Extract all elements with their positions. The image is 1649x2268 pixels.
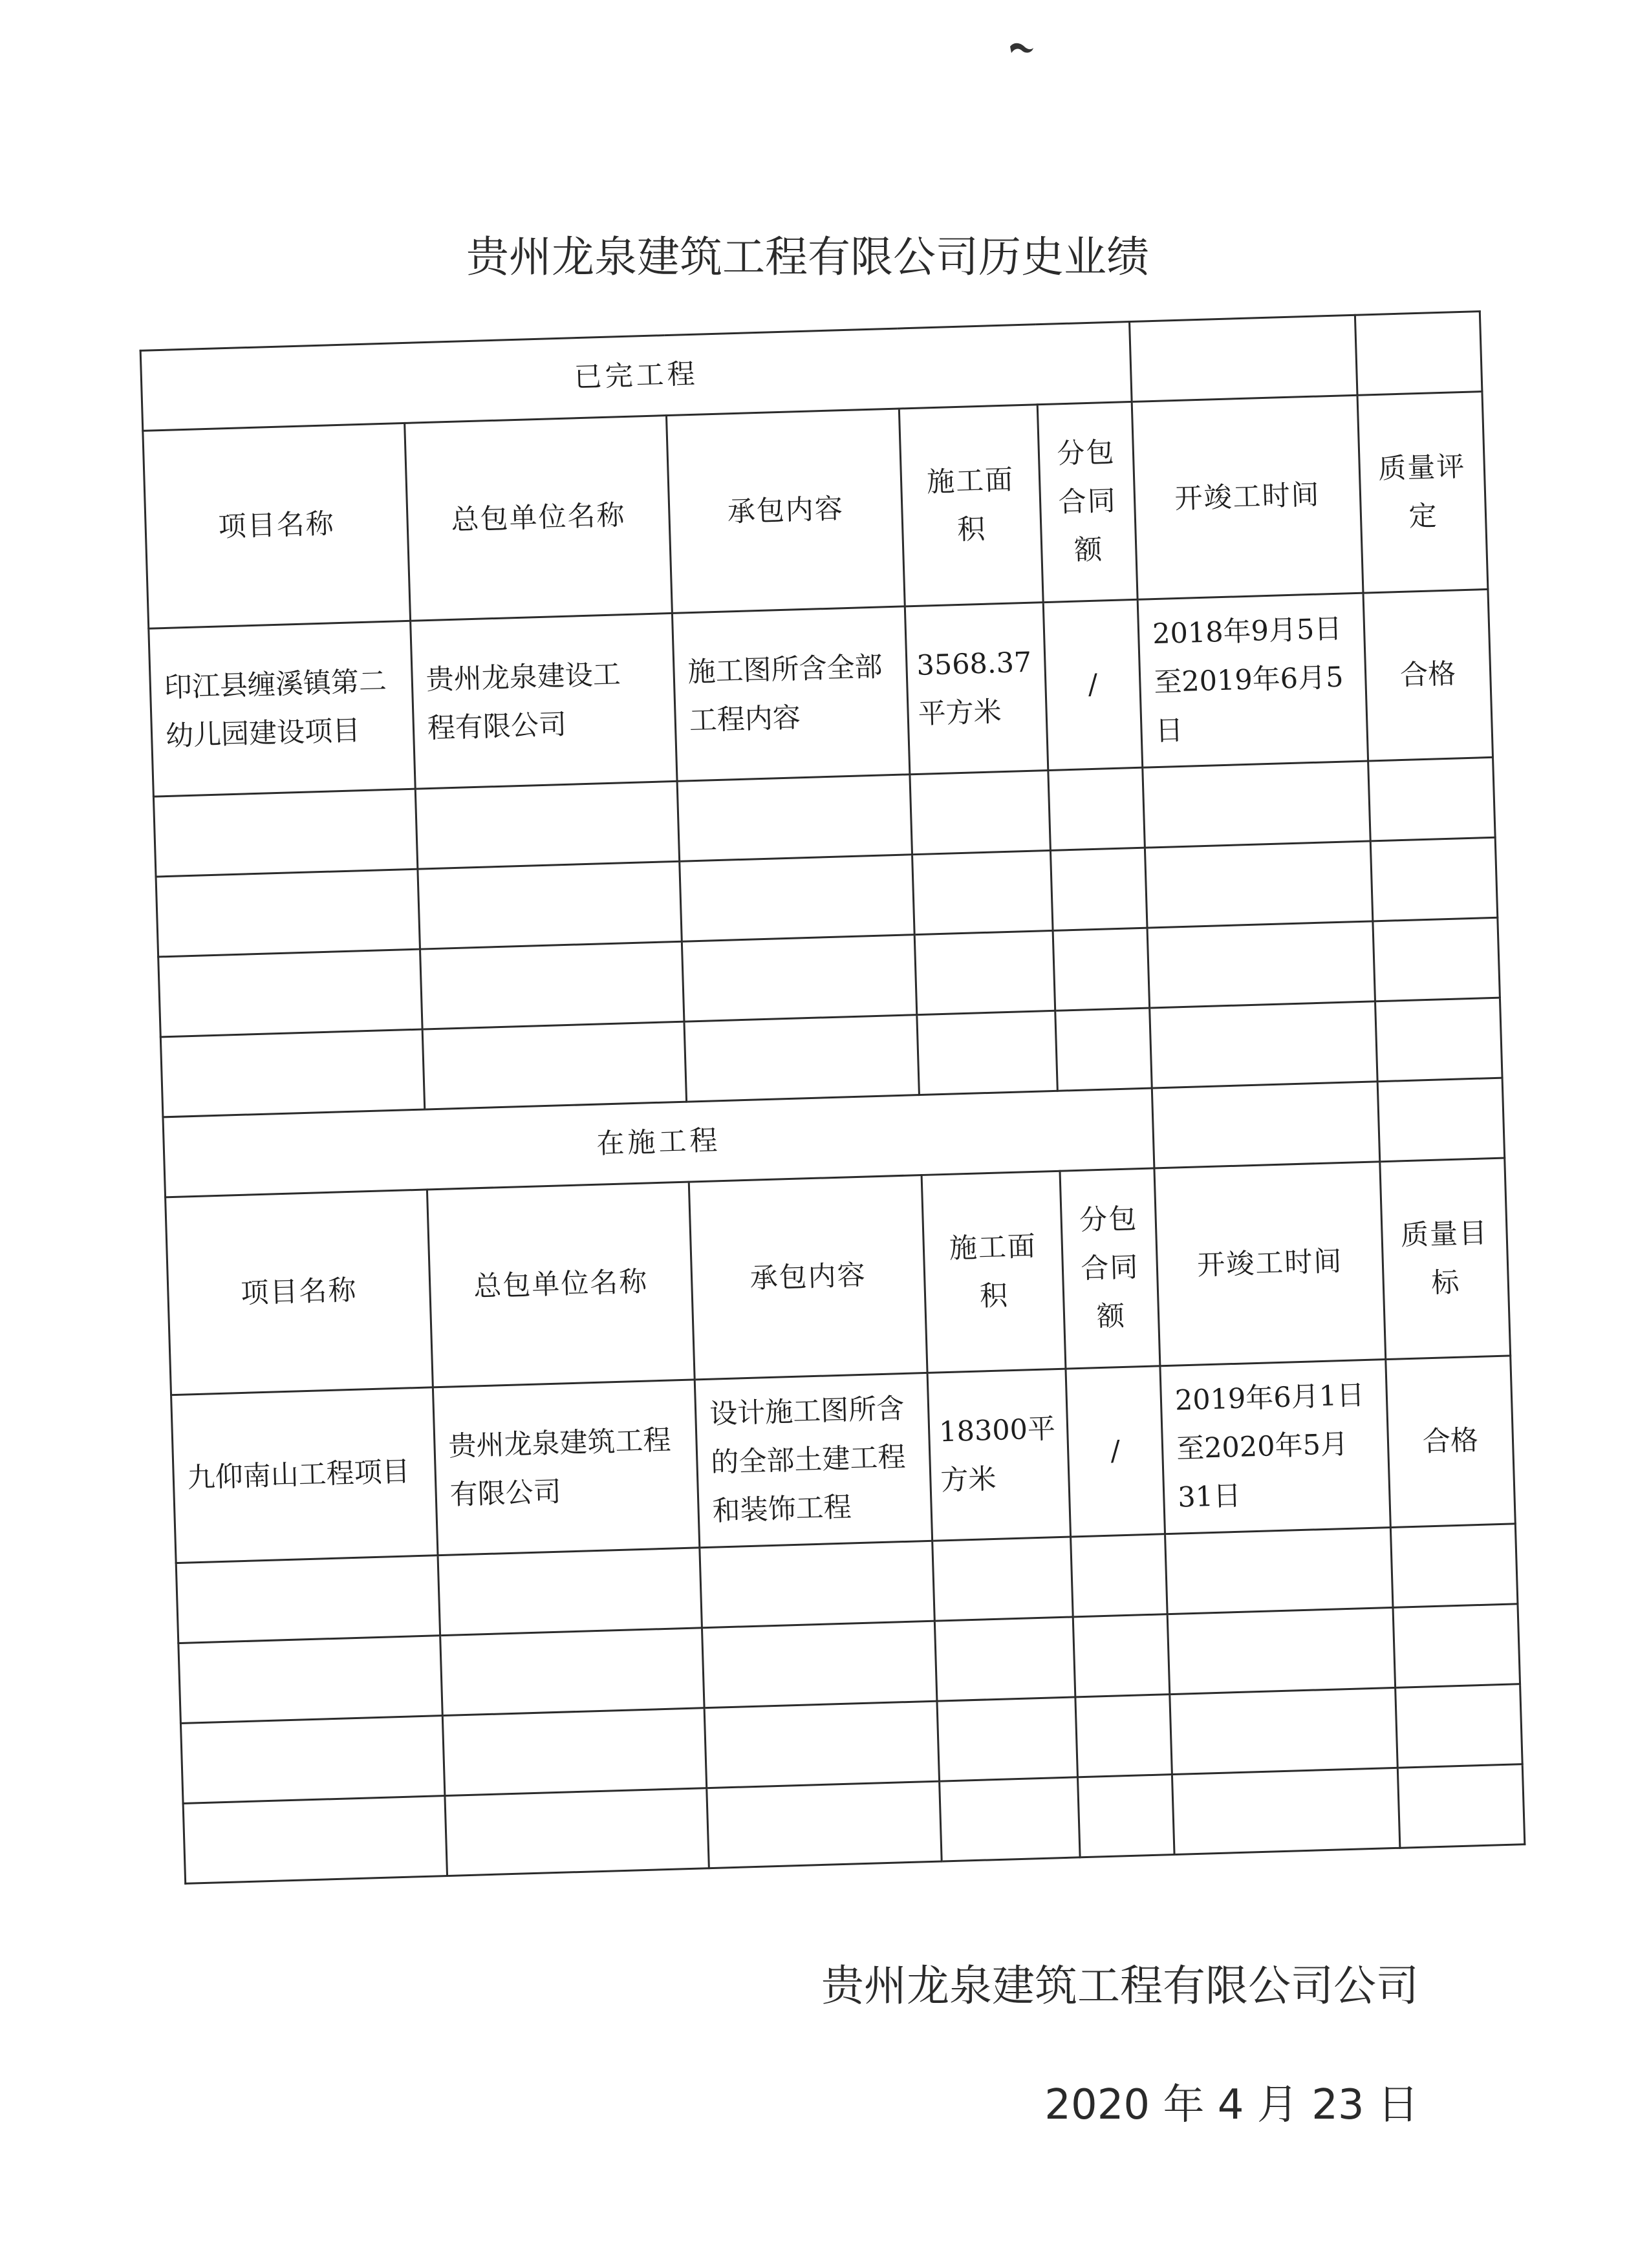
empty-cell <box>1390 1524 1518 1608</box>
section-heading-in-progress: 在施工程 <box>163 1088 1154 1197</box>
page-title: 贵州龙泉建筑工程有限公司历史业绩 <box>466 232 1149 282</box>
empty-cell <box>1147 921 1375 1008</box>
empty-cell <box>700 1541 934 1628</box>
empty-cell <box>418 861 682 949</box>
empty-cell <box>1050 848 1147 930</box>
cell-period: 2018年9月5日 至2019年6月5 日 <box>1137 593 1368 767</box>
cell-scope: 施工图所含全部 工程内容 <box>672 606 909 781</box>
empty-cell <box>917 1011 1058 1095</box>
empty-cell <box>1375 998 1503 1082</box>
empty-cell <box>183 1796 447 1884</box>
empty-cell <box>1152 1082 1379 1168</box>
empty-cell <box>1377 1078 1505 1162</box>
performance-table <box>140 310 1526 1885</box>
empty-cell <box>937 1697 1078 1781</box>
empty-cell <box>704 1701 939 1788</box>
empty-cell <box>1396 1684 1523 1768</box>
empty-cell <box>914 930 1055 1014</box>
empty-cell <box>932 1537 1073 1621</box>
cell-period: 2019年6月1日 至2020年5月 31日 <box>1160 1360 1390 1534</box>
empty-cell <box>160 1029 424 1117</box>
cell-general-contractor: 贵州龙泉建设工 程有限公司 <box>411 613 677 789</box>
empty-cell <box>1167 1607 1395 1694</box>
empty-cell <box>442 1708 706 1796</box>
empty-cell <box>1075 1695 1172 1777</box>
empty-cell <box>1073 1614 1170 1697</box>
empty-cell <box>1130 315 1357 401</box>
column-header-period: 开竣工时间 <box>1132 395 1363 599</box>
column-header-quality-target: 质量目 标 <box>1380 1158 1511 1360</box>
empty-cell <box>445 1788 709 1876</box>
empty-cell <box>940 1777 1081 1861</box>
cell-area: 18300平 方米 <box>927 1369 1071 1541</box>
empty-cell <box>180 1716 444 1804</box>
column-header-scope: 承包内容 <box>666 409 905 613</box>
empty-cell <box>702 1621 936 1708</box>
empty-cell <box>684 1015 919 1102</box>
empty-cell <box>934 1617 1075 1701</box>
scan-smudge <box>1009 40 1035 57</box>
column-header-subcontract-amount: 分包 合同 额 <box>1037 401 1137 602</box>
column-header-row <box>143 392 1488 629</box>
empty-cell <box>680 855 914 942</box>
cell-subcontract-amount: / <box>1066 1366 1165 1537</box>
empty-cell <box>158 949 422 1037</box>
empty-cell <box>422 1022 686 1109</box>
empty-cell <box>1393 1604 1520 1688</box>
empty-cell <box>682 935 916 1022</box>
cell-general-contractor: 贵州龙泉建筑工程 有限公司 <box>433 1380 699 1556</box>
empty-cell <box>1170 1687 1397 1774</box>
empty-cell <box>1145 841 1372 928</box>
cell-project-name: 九仰南山工程项目 <box>171 1387 438 1563</box>
empty-cell <box>1397 1764 1525 1848</box>
column-header-area: 施工面 积 <box>921 1171 1066 1373</box>
column-header-period: 开竣工时间 <box>1154 1162 1386 1366</box>
empty-cell <box>1373 917 1500 1001</box>
empty-cell <box>415 781 679 869</box>
footer-company-name: 贵州龙泉建筑工程有限公司公司 <box>821 1961 1419 2011</box>
column-header-general-contractor: 总包单位名称 <box>427 1182 695 1387</box>
empty-cell <box>707 1781 942 1868</box>
footer-date: 2020 年 4 月 23 日 <box>1044 2081 1419 2129</box>
cell-quality: 合格 <box>1363 589 1493 761</box>
empty-cell <box>153 789 417 877</box>
cell-quality-target: 合格 <box>1386 1356 1516 1528</box>
empty-cell <box>1077 1775 1174 1857</box>
cell-scope: 设计施工图所含 的全部土建工程 和装饰工程 <box>695 1373 932 1547</box>
empty-cell <box>440 1628 704 1716</box>
cell-subcontract-amount: / <box>1043 599 1143 770</box>
column-header-project-name: 项目名称 <box>166 1190 433 1395</box>
cell-area: 3568.37 平方米 <box>905 603 1048 775</box>
empty-cell <box>677 775 912 862</box>
column-header-scope: 承包内容 <box>689 1175 927 1380</box>
empty-cell <box>1143 761 1370 848</box>
empty-cell <box>176 1556 440 1643</box>
empty-cell <box>1048 767 1145 850</box>
empty-cell <box>438 1548 702 1636</box>
cell-project-name: 印江县缠溪镇第二 幼儿园建设项目 <box>149 621 415 797</box>
column-header-subcontract-amount: 分包 合同 额 <box>1060 1168 1160 1369</box>
empty-cell <box>1368 757 1496 841</box>
empty-cell <box>1150 1001 1377 1088</box>
empty-cell <box>1071 1534 1168 1617</box>
empty-cell <box>1355 312 1482 396</box>
column-header-general-contractor: 总包单位名称 <box>405 416 673 621</box>
empty-cell <box>420 941 684 1029</box>
empty-cell <box>1053 928 1150 1011</box>
column-header-area: 施工面 积 <box>899 405 1043 606</box>
column-header-quality: 质量评 定 <box>1357 392 1488 594</box>
column-header-row <box>166 1158 1511 1395</box>
empty-cell <box>1172 1768 1399 1854</box>
empty-cell <box>1370 837 1498 921</box>
column-header-project-name: 项目名称 <box>143 423 411 628</box>
empty-cell <box>1055 1008 1152 1091</box>
empty-cell <box>910 771 1051 855</box>
empty-cell <box>1165 1527 1393 1614</box>
section-heading-completed: 已完工程 <box>140 322 1132 431</box>
empty-cell <box>912 850 1053 934</box>
empty-cell <box>178 1636 442 1724</box>
empty-cell <box>156 869 420 957</box>
